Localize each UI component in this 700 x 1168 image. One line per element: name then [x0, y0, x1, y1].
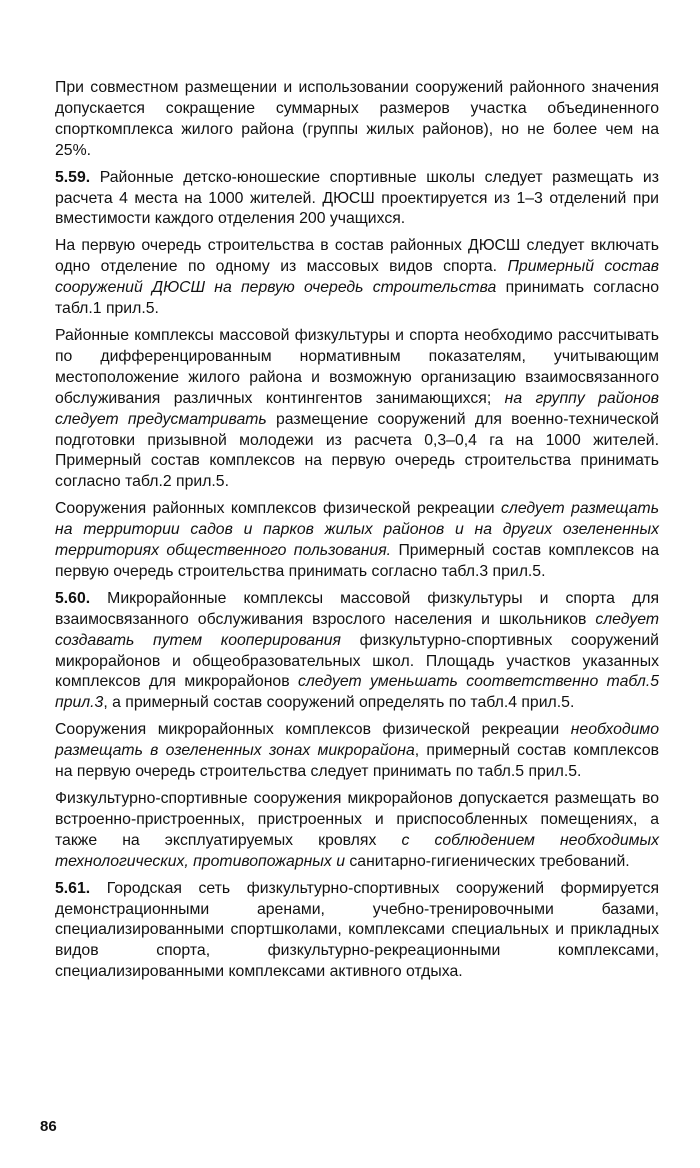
paragraph [55, 236, 659, 320]
italic-text: следует уменьшать соответственно табл.5 прил.3 [55, 673, 659, 712]
italic-text: следует размещать на территории садов и парков жилых районов и на других озелененных территориях общественного пользования. [55, 500, 659, 560]
paragraph [55, 879, 659, 984]
paragraph [55, 326, 659, 493]
clause-number: 5.60. [55, 589, 91, 607]
paragraph [55, 720, 659, 783]
text-segment: размещение сооружений для военно-технической подготовки призывной молодежи из расчета 0,3–0,4 га на 1000 жителей. Примерный состав комплексов на первую очередь строительства принимать согласно табл.2 прил.5. [55, 410, 660, 491]
text-segment: Физкультурно-спортивные сооружения микрорайонов допускается размещать во встроенно-пристроенных, пристроенных и приспособленных помещениях, а также на эксплуатируемых кровлях [55, 790, 659, 849]
text-segment: санитарно-гигиенических требований. [345, 852, 630, 870]
paragraph [55, 589, 659, 714]
paragraph [55, 168, 659, 231]
text-segment: Примерный состав комплексов на первую очередь строительства принимать согласно табл.3 прил.5. [55, 542, 660, 580]
text-segment: , примерный состав комплексов на первую очередь строительства следует принимать по табл.5 прил.5. [55, 742, 659, 781]
text-segment: При совместном размещении и использовании сооружений районного значения допускается сокращение суммарных размеров участка объединенного спорткомплекса жилого района (группы жилых районов), но не более чем на 25%. [55, 79, 659, 159]
text-segment: Городская сеть физкультурно-спортивных сооружений формируется демонстрационными аренами, учебно-тренировочными базами, специализированными спортшколами, комплексами специальных и прикладных видов спорта, физкультурно-рекреационными комплексами, специализированными комплексами активного отдыха. [55, 879, 659, 981]
text-segment: принимать согласно табл.1 прил.5. [55, 279, 659, 318]
italic-text: необходимо размещать в озелененных зонах микрорайона [55, 721, 659, 760]
text-segment: Микрорайонные комплексы массовой физкультуры и спорта для взаимосвязанного обслуживания взрослого населения и школьников [55, 589, 659, 628]
clause-number: 5.61. [55, 879, 91, 897]
paragraph [55, 789, 659, 873]
text-segment: , а примерный состав сооружений определять по табл.4 прил.5. [103, 694, 575, 712]
text-segment: Районные детско-юношеские спортивные школы следует размещать из расчета 4 места на 1000 жителей. ДЮСШ проектируется из 1–3 отделений при вместимости каждого отделения 200 учащихся. [55, 168, 659, 228]
text-segment: Сооружения районных комплексов физической рекреации [55, 500, 502, 518]
clause-number: 5.59. [55, 168, 91, 186]
italic-text: с соблюдением необходимых технологических, противопожарных и [55, 831, 659, 870]
italic-text: следует создавать путем кооперирования [55, 610, 659, 649]
text-segment: На первую очередь строительства в состав районных ДЮСШ следует включать одно отделение по одному из массовых видов спорта. [55, 237, 659, 276]
document-body [55, 78, 659, 989]
paragraph [55, 499, 659, 583]
italic-text: на группу районов следует предусматривать [55, 389, 659, 428]
paragraph [55, 78, 659, 162]
italic-text: Примерный состав сооружений ДЮСШ на первую очередь строительства [55, 258, 659, 297]
text-segment: Районные комплексы массовой физкультуры и спорта необходимо рассчитывать по дифференцированным нормативным показателям, учитывающим местоположение жилого района и возможную организацию взаимосвязанного обслуживания различных контингентов занимающихся; [55, 326, 659, 407]
text-segment: физкультурно-спортивных сооружений микрорайонов и общеобразовательных школ. Площадь участков указанных комплексов для микрорайонов [55, 631, 660, 691]
page-number: 86 [40, 1118, 57, 1135]
text-segment: Сооружения микрорайонных комплексов физической рекреации [55, 721, 571, 739]
